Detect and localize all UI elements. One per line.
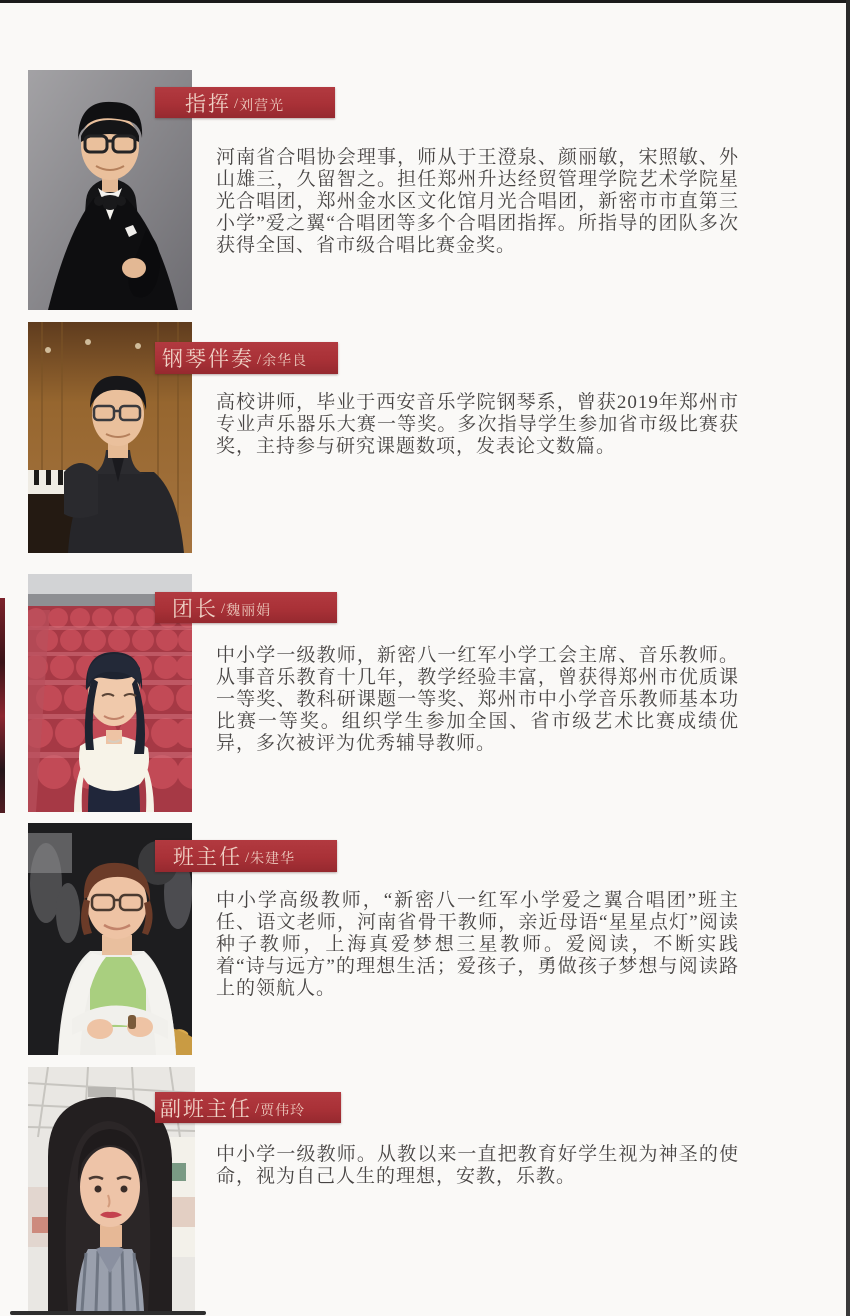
person-name: 余华良 — [262, 354, 308, 369]
profile-section-conductor — [0, 70, 850, 310]
role-badge-pianist — [155, 342, 338, 374]
slash-separator: / — [245, 849, 250, 866]
profile-section-leader — [0, 574, 850, 812]
scan-bottom-edge — [10, 1311, 206, 1315]
role-badge-class-teacher — [155, 840, 337, 872]
scan-top-edge — [0, 0, 850, 3]
person-name: 刘营光 — [239, 98, 285, 114]
bio-text-class-teacher: 中小学高级教师，“新密八一红军小学爱之翼合唱团”班主任、语文老师，河南省骨干教师，亲近母语“星星点灯”阅读种子教师，上海真爱梦想三星教师。爱阅读，不断实践着“诗与远方”的理想生活；爱孩子，勇做孩子梦想与阅读路上的领航人。 — [216, 890, 739, 999]
slash-separator: / — [221, 601, 226, 617]
person-name: 朱建华 — [250, 852, 296, 867]
profile-section-pianist — [0, 322, 850, 553]
role-label: 指挥 — [185, 91, 231, 116]
slash-separator: / — [255, 1101, 260, 1117]
bio-text-conductor: 河南省合唱协会理事，师从于王澄泉、颜丽敏，宋照敏、外山雄三，久留智之。担任郑州升达经贸管理学院艺术学院星光合唱团，郑州金水区文化馆月光合唱团，新密市市直第三小学”爱之翼“合唱团等多个合唱团指挥。所指导的团队多次获得全国、省市级合唱比赛金奖。 — [216, 147, 739, 256]
role-badge-conductor — [155, 87, 335, 118]
slash-separator: / — [234, 96, 239, 112]
profile-section-class-teacher — [0, 823, 850, 1055]
person-name: 魏丽娟 — [226, 603, 272, 619]
bio-text-pianist: 高校讲师，毕业于西安音乐学院钢琴系，曾获2019年郑州市专业声乐器乐大赛一等奖。多次指导学生参加省市级比赛获奖，主持参与研究课题数项，发表论文数篇。 — [216, 392, 739, 457]
person-name: 贾伟玲 — [260, 1103, 306, 1119]
role-label: 钢琴伴奏 — [162, 347, 254, 371]
role-label: 副班主任 — [160, 1096, 252, 1121]
role-badge-leader — [155, 592, 337, 623]
role-label: 团长 — [172, 596, 218, 621]
slash-separator: / — [257, 351, 262, 368]
profile-section-deputy-class-teacher — [0, 1067, 850, 1311]
role-badge-deputy-class-teacher — [155, 1092, 341, 1123]
bio-text-deputy-class-teacher: 中小学一级教师。从教以来一直把教育好学生视为神圣的使命，视为自己人生的理想，安教，乐教。 — [216, 1144, 739, 1187]
bio-text-leader: 中小学一级教师，新密八一红军小学工会主席、音乐教师。从事音乐教育十几年，教学经验丰富，曾获得郑州市优质课一等奖、教科研课题一等奖、郑州市中小学音乐教师基本功比赛一等奖。组织学生参加全国、省市级艺术比赛成绩优异，多次被评为优秀辅导教师。 — [216, 645, 739, 754]
role-label: 班主任 — [173, 845, 242, 869]
